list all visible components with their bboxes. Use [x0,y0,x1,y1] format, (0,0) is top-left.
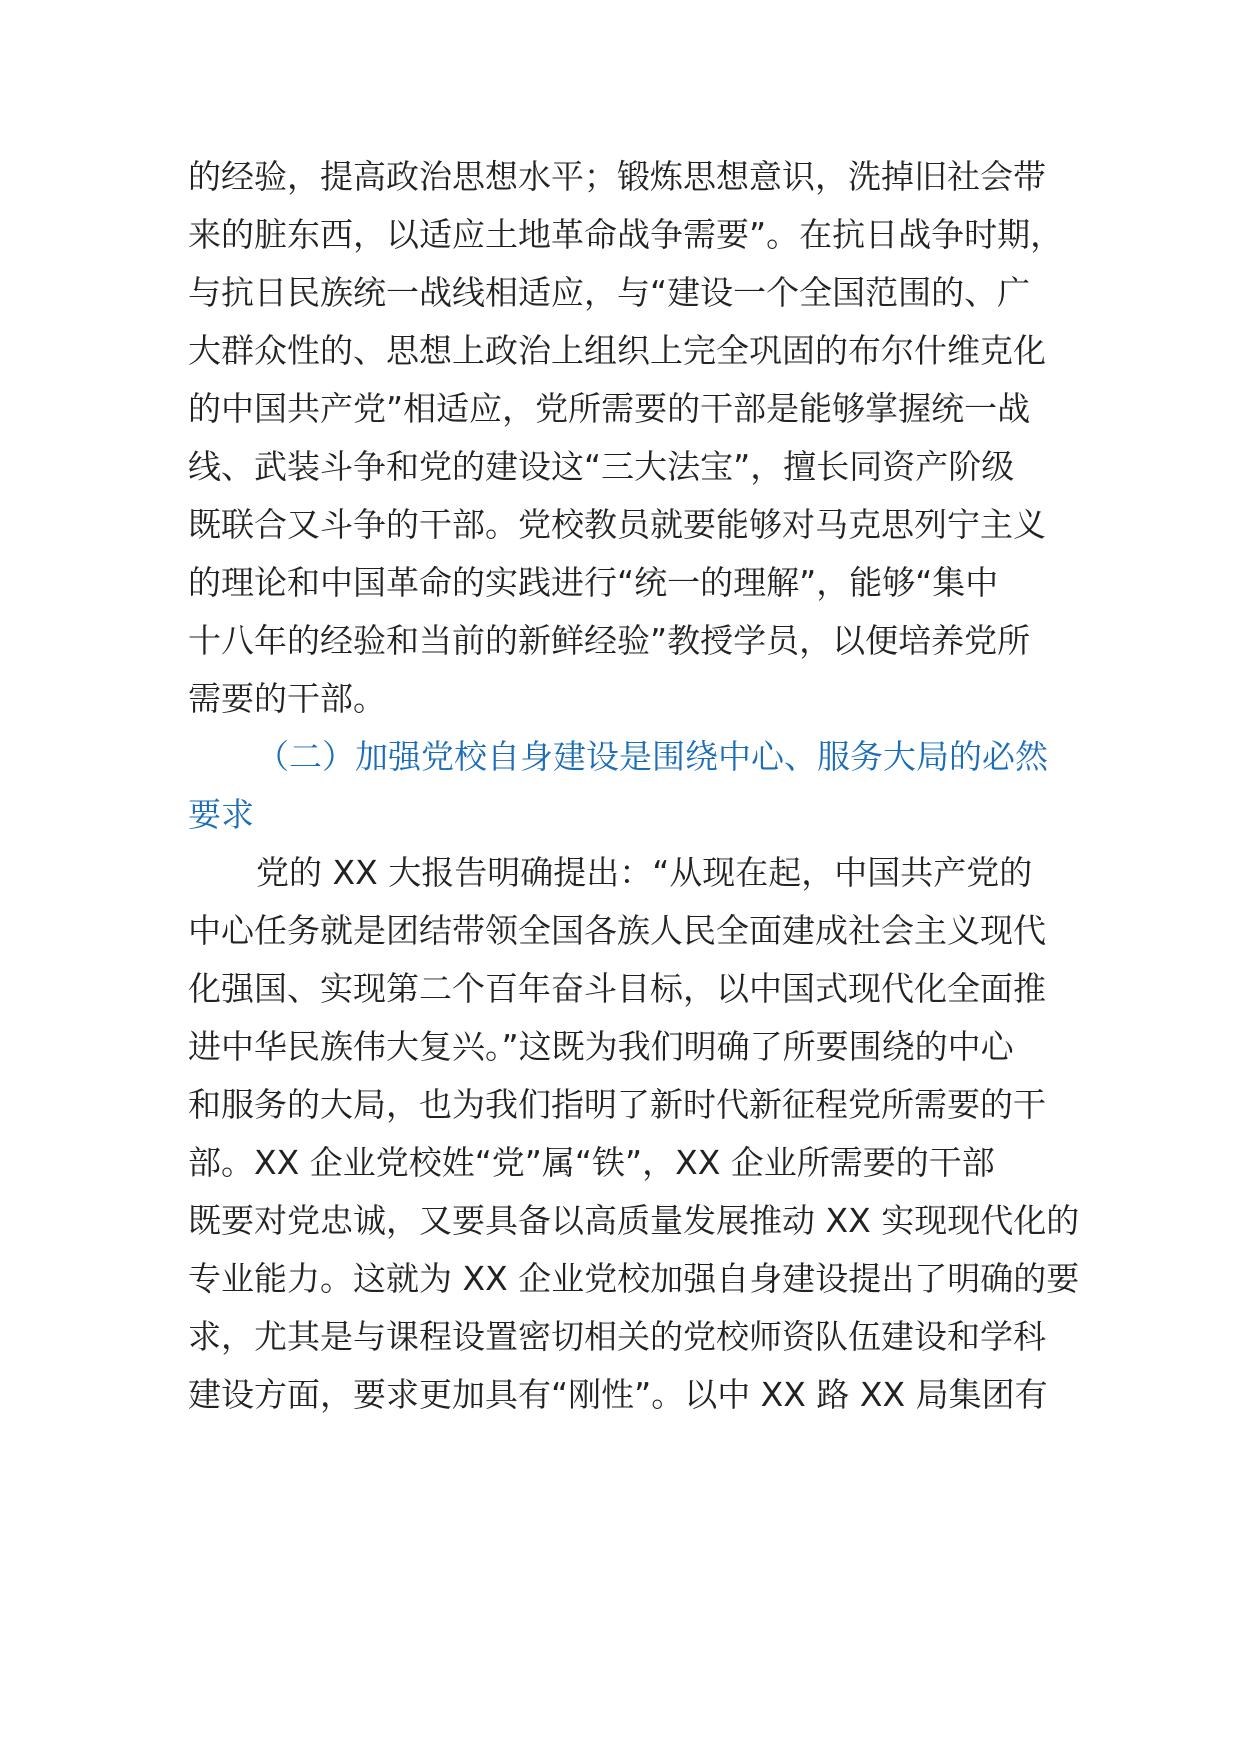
paragraph-1-line-5: 的中国共产党”相适应，党所需要的干部是能够掌握统一战 [188,389,1031,428]
paragraph-2-line-3: 化强国、实现第二个百年奋斗目标，以中国式现代化全面推 [188,969,1046,1008]
paragraph-1-line-9: 十八年的经验和当前的新鲜经验”教授学员，以便培养党所 [188,621,1031,660]
paragraph-2-line-9: 求，尤其是与课程设置密切相关的党校师资队伍建设和学科 [188,1317,1046,1356]
paragraph-1-line-7: 既联合又斗争的干部。党校教员就要能够对马克思列宁主义 [188,505,1046,544]
paragraph-1-line-1: 的经验，提高政治思想水平；锻炼思想意识，洗掉旧社会带 [188,157,1046,196]
paragraph-1-line-8: 的理论和中国革命的实践进行“统一的理解”，能够“集中 [188,563,999,602]
section-heading-line-1: （二）加强党校自身建设是围绕中心、服务大局的必然 [256,737,1048,776]
paragraph-2-line-8: 专业能力。这就为 XX 企业党校加强自身建设提出了明确的要 [188,1259,1080,1298]
paragraph-2-line-1: 党的 XX 大报告明确提出：“从现在起，中国共产党的 [256,853,1033,892]
paragraph-2-line-4: 进中华民族伟大复兴。”这既为我们明确了所要围绕的中心 [188,1027,1014,1066]
section-heading-line-2: 要求 [188,795,254,834]
paragraph-2-line-5: 和服务的大局，也为我们指明了新时代新征程党所需要的干 [188,1085,1046,1124]
paragraph-2-line-7: 既要对党忠诚，又要具备以高质量发展推动 XX 实现现代化的 [188,1201,1080,1240]
paragraph-1-line-3: 与抗日民族统一战线相适应，与“建设一个全国范围的、广 [188,273,1031,312]
paragraph-1-line-2: 来的脏东西，以适应土地革命战争需要”。在抗日战争时期， [188,215,1064,254]
paragraph-2-line-2: 中心任务就是团结带领全国各族人民全面建成社会主义现代 [188,911,1046,950]
paragraph-1-line-4: 大群众性的、思想上政治上组织上完全巩固的布尔什维克化 [188,331,1046,370]
paragraph-2-line-6: 部。XX 企业党校姓“党”属“铁”，XX 企业所需要的干部 [188,1143,995,1182]
paragraph-2-line-10: 建设方面，要求更加具有“刚性”。以中 XX 路 XX 局集团有 [188,1375,1048,1414]
paragraph-1-line-6: 线、武装斗争和党的建设这“三大法宝”，擅长同资产阶级 [188,447,1015,486]
paragraph-1-line-10: 需要的干部。 [188,679,386,718]
